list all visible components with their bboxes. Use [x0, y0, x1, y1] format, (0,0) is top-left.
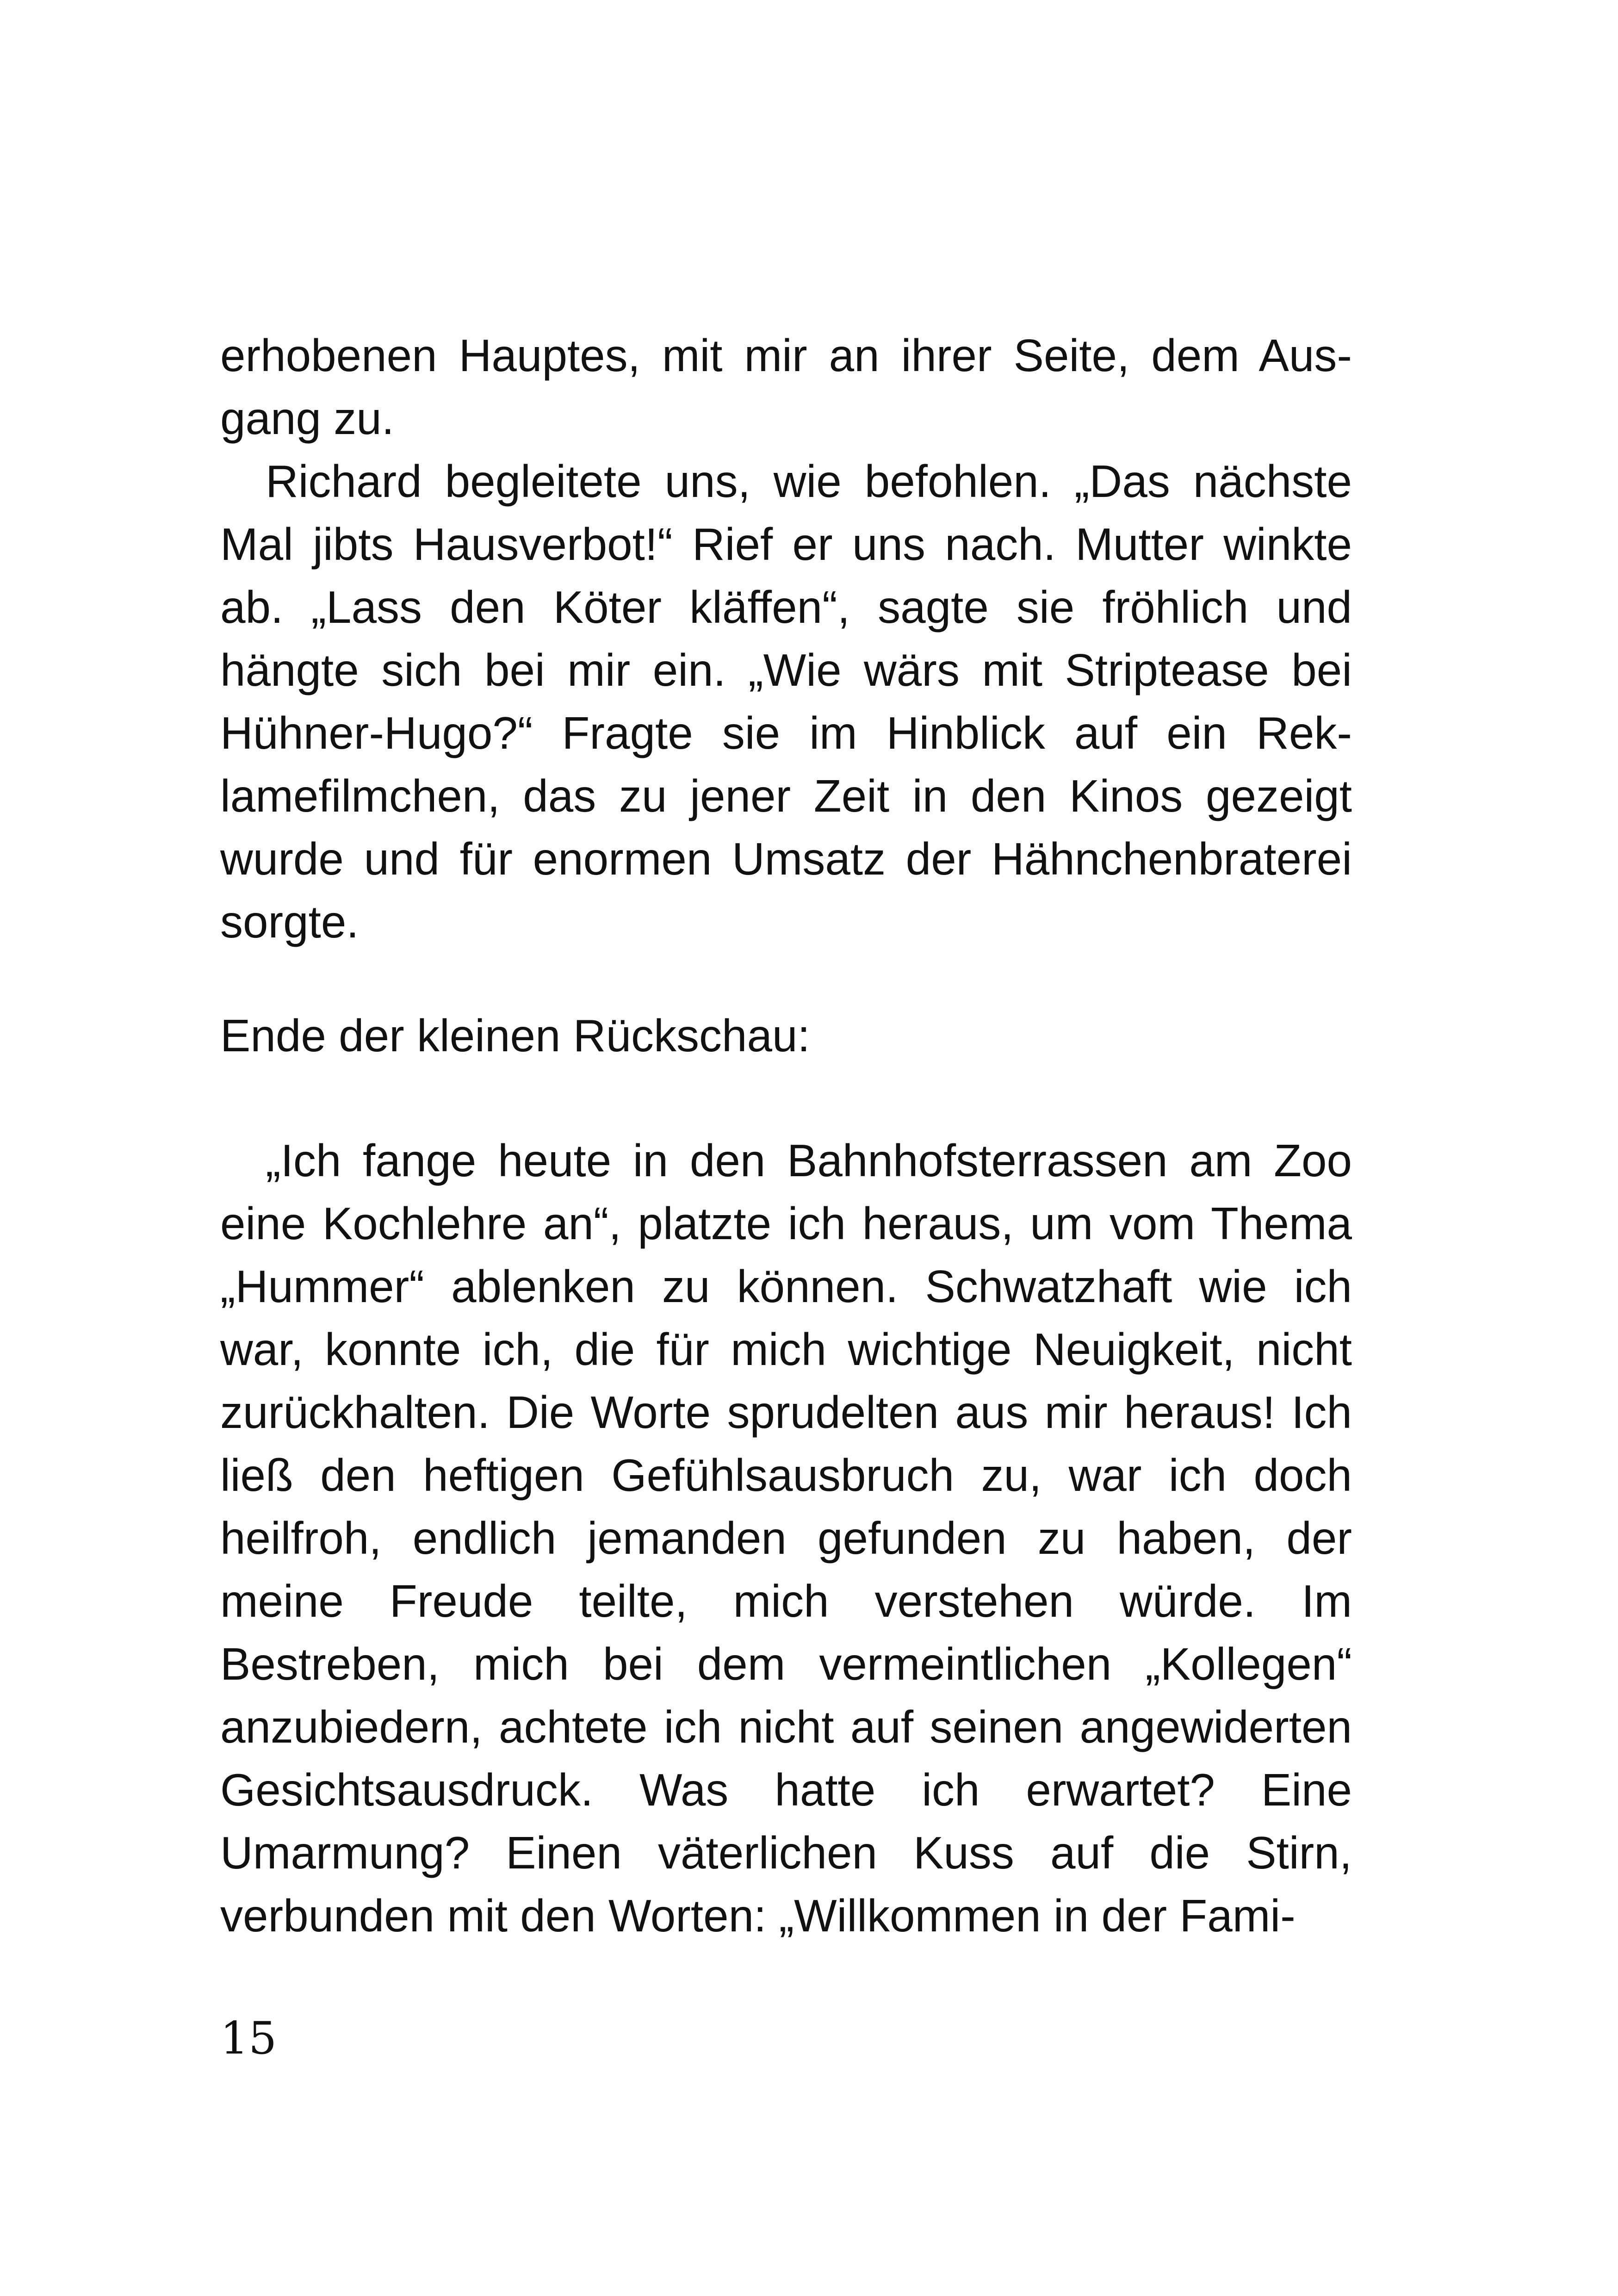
paragraph-kochlehre: „Ich fange heute in den Bahnhofsterrassen am Zoo eine Kochlehre an“, platzte ich heraus, um vom Thema „Hummer“ ablenken zu können. Schwatzhaft wie ich war, konnte ich, die für mich wichtige Neuigkeit, nicht zurückhalten. Die Worte sprudelten aus mir heraus! Ich ließ den heftigen Gefühlsausbruch zu, war ich doch heilfroh, endlich jemanden gefunden zu haben, der meine Freude teilte, mich verstehen würde. Im Bestreben, mich bei dem vermeintlichen „Kollegen“ anzubiedern, achtete ich nicht auf seinen angewiderten Gesichtsausdruck. Was hatte ich erwartet? Eine Umarmung? Einen väterlichen Kuss auf die Stirn, verbunden mit den Worten: „Willkommen in der Fami-	[220, 1135, 1352, 1941]
paragraph-continuation: erhobenen Hauptes, mit mir an ihrer Seite, dem Ausgang zu.	[220, 330, 1352, 444]
body-text-second	[220, 1129, 1352, 1947]
section-note	[220, 1004, 1352, 1067]
paragraph-end-of-flashback: Ende der kleinen Rückschau:	[220, 1010, 810, 1061]
page-number: 15	[220, 2012, 277, 2064]
body-text	[220, 324, 1352, 953]
paragraph-richard: Richard begleitete uns, wie befohlen. „Das nächste Mal jibts Hausverbot!“ Rief er uns nach. Mutter winkte ab. „Lass den Köter kläffen“, sagte sie fröhlich und hängte sich bei mir ein. „Wie wärs mit Striptease bei Hühner-Hugo?“ Fragte sie im Hinblick auf ein Reklamefilmchen, das zu jener Zeit in den Kinos gezeigt wurde und für enormen Umsatz der Hähnchenbraterei sorgte.	[220, 456, 1352, 947]
